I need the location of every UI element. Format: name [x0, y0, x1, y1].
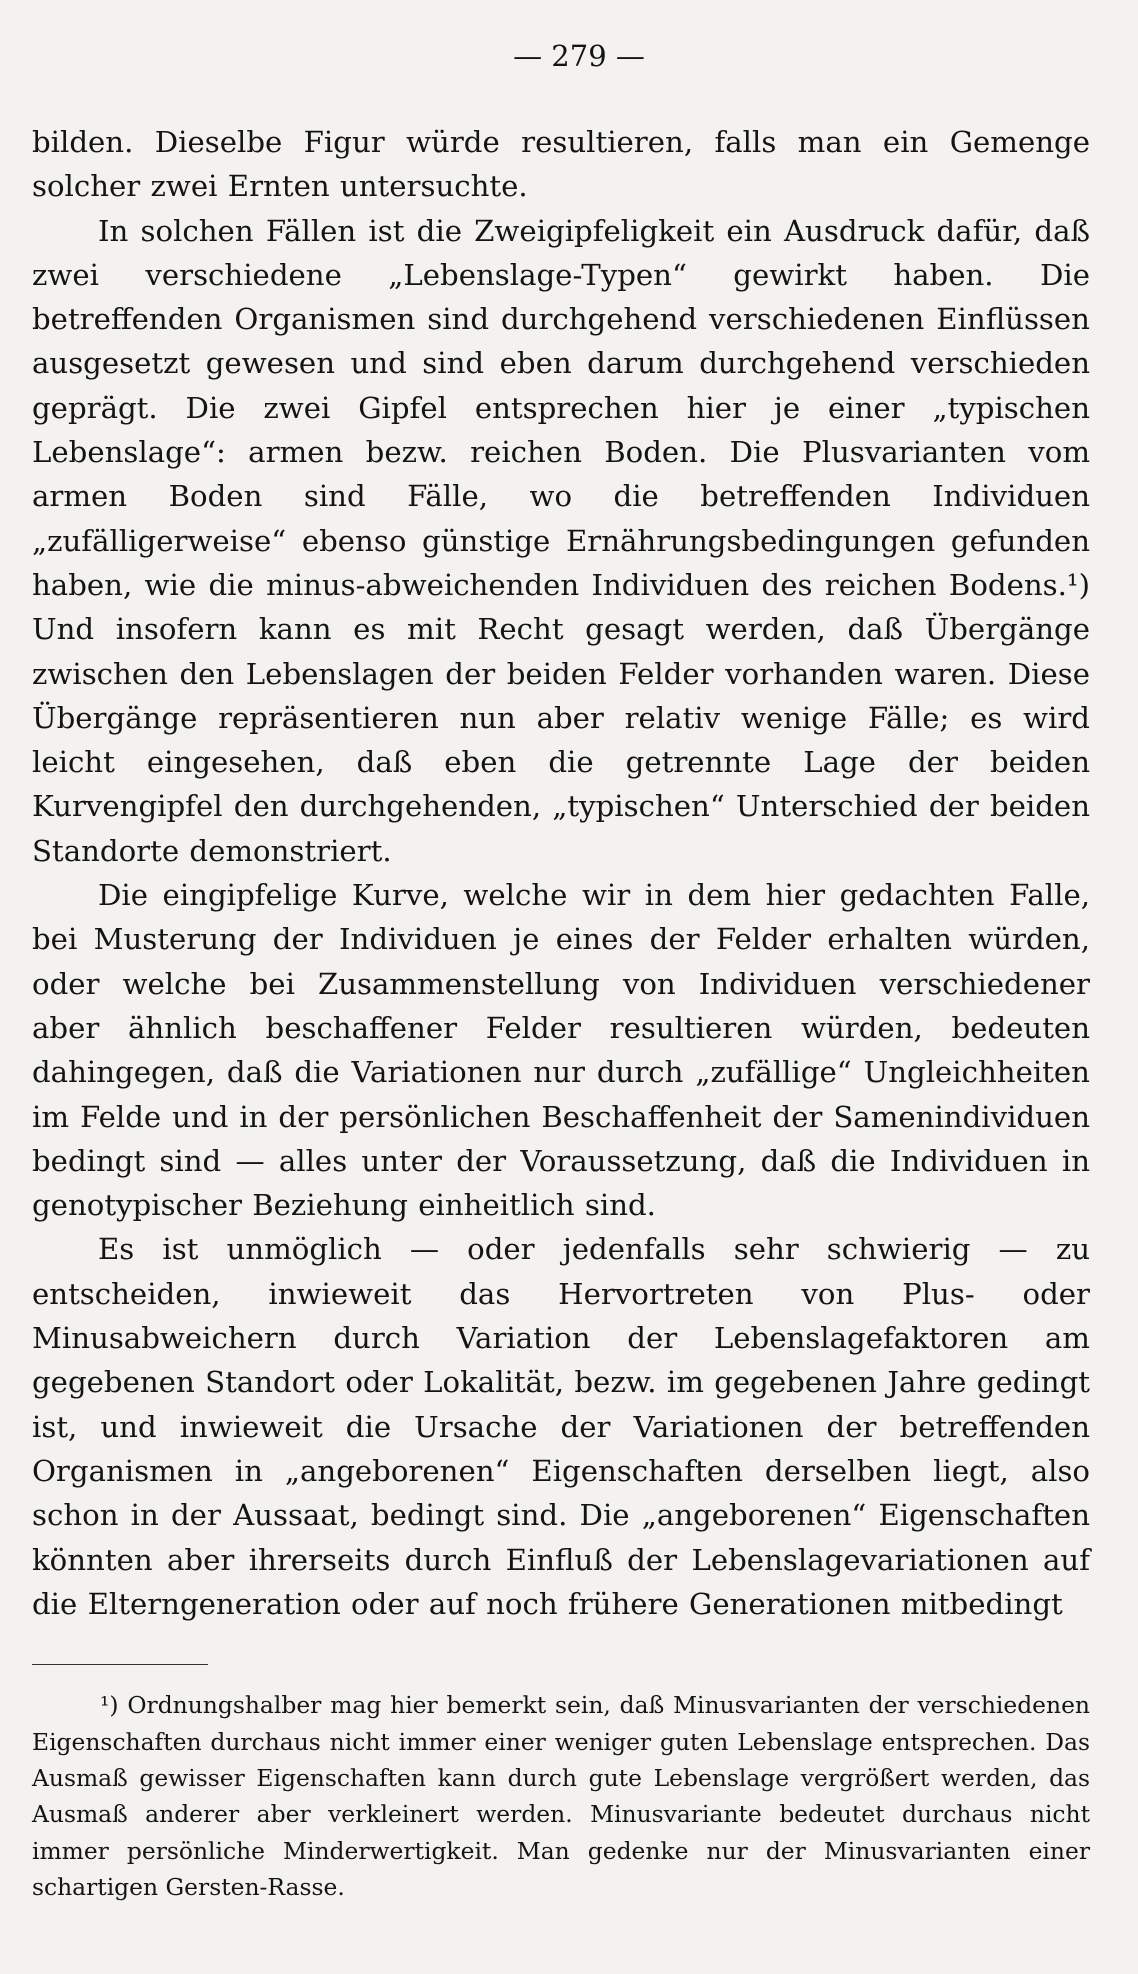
paragraph-4: Es ist unmöglich — oder jedenfalls sehr schwierig — zu entscheiden, inwieweit das Hervortreten von Plus- oder Minusabweichern durch Variation der Lebenslagefaktoren am gegebenen Standort oder Lokalität, bezw. im gegebenen Jahre gedingt ist, und inwieweit die Ursache der Variationen der betreffenden Organismen in „angeborenen“ Eigenschaften derselben liegt, also schon in der Aussaat, bedingt sind. Die „angeborenen“ Eigenschaften könnten aber ihrerseits durch Einfluß der Lebenslagevariationen auf die Elterngeneration oder auf noch frühere Generationen mitbedingt — [32, 1232, 1090, 1621]
footnote-divider — [32, 1664, 208, 1665]
page-number: — 279 — — [513, 39, 645, 73]
paragraph-2: In solchen Fällen ist die Zweigipfeligkeit ein Ausdruck dafür, daß zwei verschiedene „Lebenslage-Typen“ gewirkt haben. Die betreffenden Organismen sind durchgehend verschiedenen Einflüssen ausgesetzt gewesen und sind eben darum durchgehend verschieden geprägt. Die zwei Gipfel entsprechen hier je einer „typischen Lebenslage“: armen bezw. reichen Boden. Die Plusvarianten vom armen Boden sind Fälle, wo die betreffenden Individuen „zufälligerweise“ ebenso günstige Ernährungsbedingungen gefunden haben, wie die minus-abweichenden Individuen des reichen Bodens.¹) Und insofern kann es mit Recht gesagt werden, daß Übergänge zwischen den Lebenslagen der beiden Felder vorhanden waren. Diese Übergänge repräsentieren nun aber relativ wenige Fälle; es wird leicht eingesehen, daß eben die getrennte Lage der beiden Kurvengipfel den durchgehenden, „typischen“ Unterschied der beiden Standorte demonstriert. — [32, 213, 1090, 868]
paragraph-3: Die eingipfelige Kurve, welche wir in dem hier gedachten Falle, bei Musterung der Individuen je eines der Felder erhalten würden, oder welche bei Zusammenstellung von Individuen verschiedener aber ähnlich beschaffener Felder resultieren würden, bedeuten dahingegen, daß die Variationen nur durch „zufällige“ Ungleichheiten im Felde und in der persönlichen Beschaffenheit der Samenindividuen bedingt sind — alles unter der Voraussetzung, daß die Individuen in genotypischer Beziehung einheitlich sind. — [32, 878, 1090, 1223]
paragraph-1: bilden. Dieselbe Figur würde resultieren, falls man ein Gemenge solcher zwei Ernten untersuchte. — [32, 125, 1090, 204]
book-page — [32, 36, 1090, 1906]
body-text — [32, 120, 1090, 1626]
footnote: ¹) Ordnungshalber mag hier bemerkt sein, daß Minusvarianten der verschiedenen Eigenschaften durchaus nicht immer einer weniger guten Lebenslage entsprechen. Das Ausmaß gewisser Eigenschaften kann durch gute Lebenslage vergrößert werden, das Ausmaß anderer aber verkleinert werden. Minusvariante bedeutet durchaus nicht immer persönliche Minderwertigkeit. Man gedenke nur der Minusvarianten einer schartigen Gersten-Rasse. — [32, 1691, 1090, 1902]
